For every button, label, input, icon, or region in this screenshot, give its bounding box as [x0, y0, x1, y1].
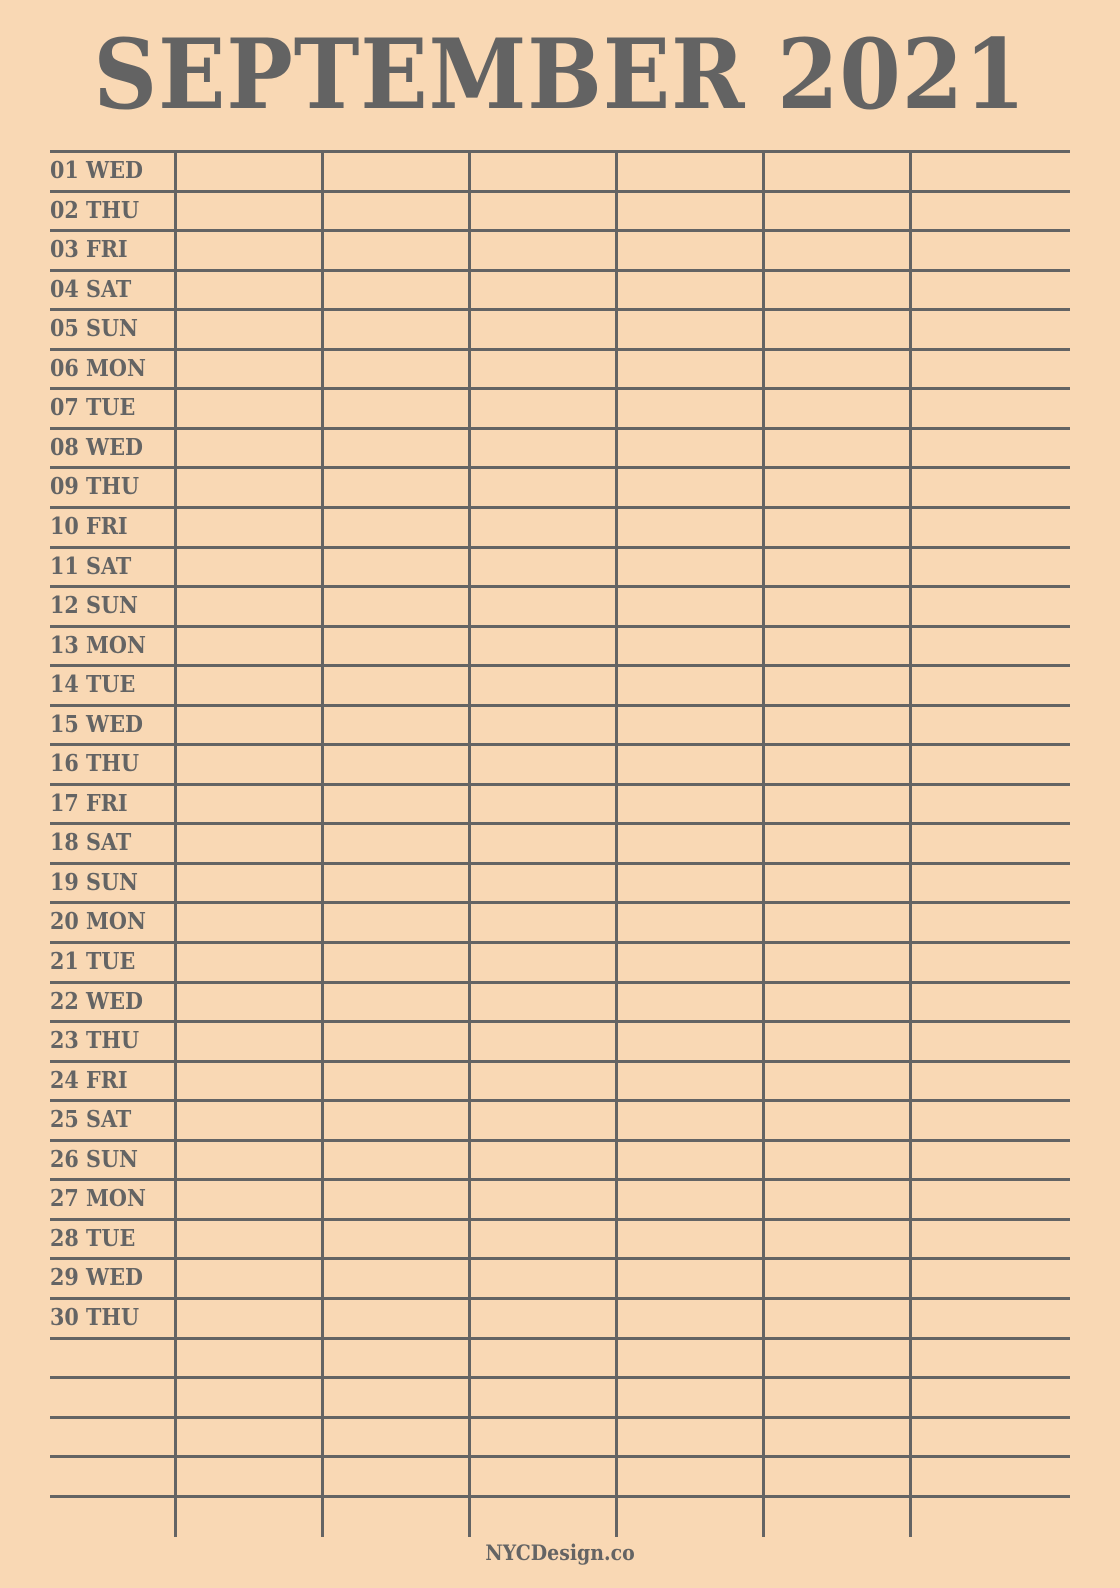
row-rule: [50, 625, 1070, 628]
day-label: 22 WED: [50, 987, 143, 1015]
column-divider: [762, 151, 765, 1537]
row-rule: [50, 822, 1070, 825]
column-divider: [615, 151, 618, 1537]
column-divider: [909, 151, 912, 1537]
column-divider: [174, 151, 177, 1537]
row-rule: [50, 1178, 1070, 1181]
day-label: 16 THU: [50, 750, 140, 778]
row-rule: [50, 704, 1070, 707]
day-label: 26 SUN: [50, 1145, 138, 1173]
day-label: 15 WED: [50, 710, 143, 738]
page-title: SEPTEMBER 2021: [93, 18, 1027, 131]
day-label: 07 TUE: [50, 394, 136, 422]
footer-credit: NYCDesign.co: [485, 1540, 635, 1565]
planner-grid: [50, 151, 1070, 1537]
day-label: 10 FRI: [50, 512, 128, 540]
day-label: 13 MON: [50, 631, 146, 659]
row-rule: [50, 664, 1070, 667]
day-label: 29 WED: [50, 1264, 143, 1292]
row-rule: [50, 269, 1070, 272]
day-label: 01 WED: [50, 157, 143, 184]
row-rule: [50, 1416, 1070, 1419]
day-label: 09 THU: [50, 473, 140, 501]
day-label: 18 SAT: [50, 829, 132, 857]
day-label: 19 SUN: [50, 868, 138, 896]
row-rule: [50, 1020, 1070, 1023]
row-rule: [50, 190, 1070, 193]
column-divider: [321, 151, 324, 1537]
day-label: 04 SAT: [50, 275, 132, 303]
row-rule: [50, 783, 1070, 786]
row-rule: [50, 229, 1070, 232]
day-label: 28 TUE: [50, 1224, 136, 1252]
day-label: 17 FRI: [50, 789, 128, 817]
row-rule: [50, 546, 1070, 549]
column-divider: [468, 151, 471, 1537]
row-rule: [50, 1218, 1070, 1221]
row-rule: [50, 585, 1070, 588]
row-rule: [50, 506, 1070, 509]
day-label: 23 THU: [50, 1027, 140, 1055]
row-rule: [50, 941, 1070, 944]
row-rule: [50, 387, 1070, 390]
day-label: 21 TUE: [50, 948, 136, 975]
day-label: 24 FRI: [50, 1066, 128, 1094]
day-label: 12 SUN: [50, 592, 138, 620]
row-rule: [50, 901, 1070, 904]
row-rule: [50, 1060, 1070, 1063]
row-rule: [50, 308, 1070, 311]
day-label: 02 THU: [50, 196, 140, 224]
row-rule: [50, 1337, 1070, 1340]
row-rule: [50, 862, 1070, 865]
day-label: 14 TUE: [50, 671, 136, 699]
row-rule: [50, 150, 1070, 153]
row-rule: [50, 981, 1070, 984]
day-label: 20 MON: [50, 908, 146, 936]
day-label: 05 SUN: [50, 315, 138, 343]
row-rule: [50, 1455, 1070, 1458]
day-label: 27 MON: [50, 1185, 146, 1213]
row-rule: [50, 348, 1070, 351]
row-rule: [50, 1376, 1070, 1379]
row-rule: [50, 427, 1070, 430]
day-label: 03 FRI: [50, 236, 128, 264]
row-rule: [50, 1297, 1070, 1300]
row-rule: [50, 743, 1070, 746]
day-label: 25 SAT: [50, 1106, 132, 1134]
day-label: 08 WED: [50, 433, 143, 461]
row-rule: [50, 1099, 1070, 1102]
row-rule: [50, 1139, 1070, 1142]
row-rule: [50, 1257, 1070, 1260]
row-rule: [50, 1495, 1070, 1498]
day-label: 30 THU: [50, 1303, 140, 1331]
day-label: 06 MON: [50, 354, 146, 382]
day-label: 11 SAT: [50, 552, 132, 580]
row-rule: [50, 466, 1070, 469]
